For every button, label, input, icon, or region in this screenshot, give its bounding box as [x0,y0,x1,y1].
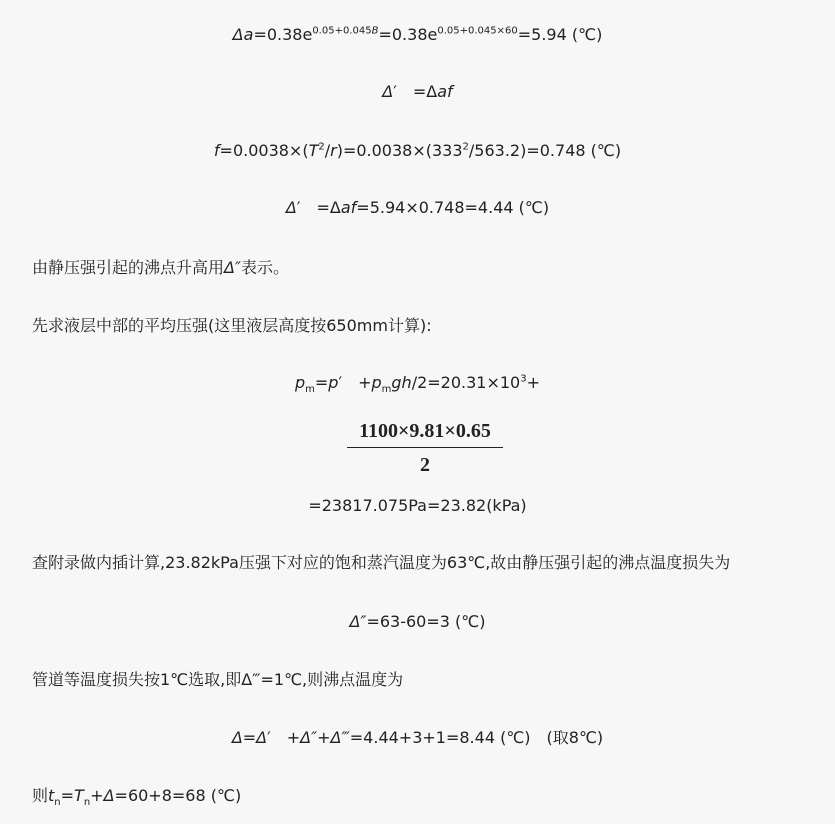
fraction [347,418,503,478]
text-average-pressure: 先求液层中部的平均压强(这里液层高度按650mm计算): [32,316,432,335]
equation-delta-a: $\Delta a=0.38e^{0.05+0.045B}=0.38e^{0.05+0.045\times 60}=5.94$ (℃) [232,25,603,44]
fraction-numerator: 1100×9.81×0.65 [359,420,491,442]
equation-f: $f=0.0038\times(T^2/r)=0.0038\times(333^2/563.2)=0.748$ (℃) [213,141,622,160]
fraction-denominator: 2 [420,454,430,476]
text-pipe-loss: 管道等温度损失按1℃选取,即Δ‴=1℃,则沸点温度为 [32,670,404,689]
equation-boiling-point: 则$t_n=T_n+\Delta=60+8=68$ (℃) [32,786,242,809]
equation-pm-result: =23817.075Pa=23.82(kPa) [308,496,527,515]
equation-delta-prime: Δ′ =Δaf [382,82,453,101]
equation-delta-double-prime: Δ″=63-60=3 (℃) [349,612,486,631]
equation-delta-prime-value: Δ′ =Δaf=5.94×0.748=4.44 (℃) [285,198,550,217]
text-static-pressure-intro: 由静压强引起的沸点升高用Δ″表示。 [32,258,289,277]
text-interpolation: 查附录做内插计算,23.82kPa压强下对应的饱和蒸汽温度为63℃,故由静压强引起的沸点温度损失为 [32,553,731,572]
fraction-bar [347,447,503,448]
equation-pm: $p_m=p'$ $+p_mgh/2=20.31\times 10^3+$ [294,373,541,396]
equation-total-delta: Δ=Δ′ +Δ″+Δ‴=4.44+3+1=8.44 (℃) (取8℃) [231,728,604,747]
